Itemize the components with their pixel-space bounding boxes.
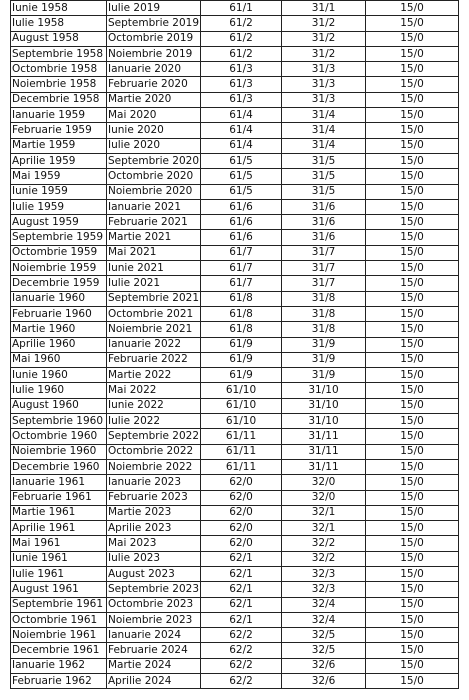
contribution-cell: 31/5 [282, 169, 366, 184]
age-cell: 61/6 [201, 215, 282, 230]
contribution-cell: 31/6 [282, 215, 366, 230]
age-cell: 61/9 [201, 368, 282, 383]
table-row [11, 505, 459, 520]
age-cell: 61/2 [201, 16, 282, 31]
min-contribution-cell: 15/0 [366, 92, 459, 107]
retirement-month-cell: Noiembrie 2020 [107, 184, 201, 199]
contribution-cell: 32/6 [282, 674, 366, 689]
birth-month-cell: Iulie 1958 [11, 16, 107, 31]
age-cell: 61/3 [201, 92, 282, 107]
table-row [11, 153, 459, 168]
age-cell: 61/7 [201, 261, 282, 276]
retirement-month-cell: Iulie 2023 [107, 551, 201, 566]
contribution-cell: 31/4 [282, 123, 366, 138]
min-contribution-cell: 15/0 [366, 551, 459, 566]
retirement-month-cell: Septembrie 2022 [107, 429, 201, 444]
table-row [11, 352, 459, 367]
table-row [11, 276, 459, 291]
retirement-month-cell: Februarie 2022 [107, 352, 201, 367]
min-contribution-cell: 15/0 [366, 352, 459, 367]
contribution-cell: 31/3 [282, 92, 366, 107]
retirement-month-cell: Iunie 2022 [107, 398, 201, 413]
birth-month-cell: Ianuarie 1959 [11, 108, 107, 123]
min-contribution-cell: 15/0 [366, 505, 459, 520]
table-row [11, 414, 459, 429]
retirement-month-cell: Septembrie 2020 [107, 153, 201, 168]
birth-month-cell: Martie 1961 [11, 505, 107, 520]
min-contribution-cell: 15/0 [366, 674, 459, 689]
contribution-cell: 32/4 [282, 597, 366, 612]
min-contribution-cell: 15/0 [366, 1, 459, 16]
table-row [11, 169, 459, 184]
table-row [11, 230, 459, 245]
contribution-cell: 31/7 [282, 245, 366, 260]
data-table [10, 0, 459, 689]
birth-month-cell: August 1959 [11, 215, 107, 230]
age-cell: 62/0 [201, 475, 282, 490]
min-contribution-cell: 15/0 [366, 536, 459, 551]
min-contribution-cell: 15/0 [366, 582, 459, 597]
retirement-month-cell: Septembrie 2023 [107, 582, 201, 597]
age-cell: 62/2 [201, 643, 282, 658]
table-row [11, 261, 459, 276]
birth-month-cell: Februarie 1961 [11, 490, 107, 505]
birth-month-cell: Septembrie 1961 [11, 597, 107, 612]
min-contribution-cell: 15/0 [366, 153, 459, 168]
retirement-month-cell: Ianuarie 2020 [107, 62, 201, 77]
table-body [11, 1, 459, 689]
birth-month-cell: Septembrie 1959 [11, 230, 107, 245]
min-contribution-cell: 15/0 [366, 46, 459, 61]
birth-month-cell: Aprilie 1960 [11, 337, 107, 352]
retirement-month-cell: Februarie 2021 [107, 215, 201, 230]
retirement-month-cell: Octombrie 2021 [107, 306, 201, 321]
retirement-month-cell: Aprilie 2023 [107, 521, 201, 536]
retirement-month-cell: Mai 2021 [107, 245, 201, 260]
contribution-cell: 31/1 [282, 1, 366, 16]
birth-month-cell: Mai 1961 [11, 536, 107, 551]
retirement-month-cell: Mai 2020 [107, 108, 201, 123]
retirement-month-cell: Noiembrie 2021 [107, 322, 201, 337]
min-contribution-cell: 15/0 [366, 184, 459, 199]
contribution-cell: 31/10 [282, 414, 366, 429]
contribution-cell: 31/2 [282, 16, 366, 31]
table-row [11, 566, 459, 581]
retirement-month-cell: Februarie 2024 [107, 643, 201, 658]
age-cell: 61/9 [201, 337, 282, 352]
birth-month-cell: Iulie 1959 [11, 199, 107, 214]
age-cell: 62/1 [201, 551, 282, 566]
min-contribution-cell: 15/0 [366, 658, 459, 673]
min-contribution-cell: 15/0 [366, 291, 459, 306]
min-contribution-cell: 15/0 [366, 31, 459, 46]
min-contribution-cell: 15/0 [366, 16, 459, 31]
age-cell: 61/10 [201, 383, 282, 398]
contribution-cell: 31/2 [282, 46, 366, 61]
min-contribution-cell: 15/0 [366, 123, 459, 138]
retirement-month-cell: Iulie 2020 [107, 138, 201, 153]
min-contribution-cell: 15/0 [366, 306, 459, 321]
table-row [11, 674, 459, 689]
age-cell: 61/2 [201, 46, 282, 61]
birth-month-cell: Iunie 1961 [11, 551, 107, 566]
contribution-cell: 32/5 [282, 643, 366, 658]
age-cell: 62/0 [201, 505, 282, 520]
contribution-cell: 32/3 [282, 582, 366, 597]
birth-month-cell: Octombrie 1961 [11, 612, 107, 627]
age-cell: 61/9 [201, 352, 282, 367]
table-row [11, 398, 459, 413]
table-row [11, 199, 459, 214]
min-contribution-cell: 15/0 [366, 383, 459, 398]
birth-month-cell: Iulie 1961 [11, 566, 107, 581]
min-contribution-cell: 15/0 [366, 475, 459, 490]
birth-month-cell: Martie 1960 [11, 322, 107, 337]
age-cell: 61/11 [201, 429, 282, 444]
contribution-cell: 32/6 [282, 658, 366, 673]
min-contribution-cell: 15/0 [366, 77, 459, 92]
contribution-cell: 31/9 [282, 352, 366, 367]
min-contribution-cell: 15/0 [366, 261, 459, 276]
min-contribution-cell: 15/0 [366, 521, 459, 536]
retirement-month-cell: Octombrie 2022 [107, 444, 201, 459]
age-cell: 61/4 [201, 138, 282, 153]
contribution-cell: 31/5 [282, 153, 366, 168]
table-row [11, 138, 459, 153]
age-cell: 61/10 [201, 398, 282, 413]
retirement-month-cell: Noiembrie 2022 [107, 459, 201, 474]
age-cell: 61/8 [201, 322, 282, 337]
min-contribution-cell: 15/0 [366, 566, 459, 581]
contribution-cell: 31/4 [282, 138, 366, 153]
table-row [11, 31, 459, 46]
retirement-month-cell: Ianuarie 2024 [107, 628, 201, 643]
birth-month-cell: Decembrie 1959 [11, 276, 107, 291]
retirement-month-cell: Iulie 2021 [107, 276, 201, 291]
min-contribution-cell: 15/0 [366, 414, 459, 429]
min-contribution-cell: 15/0 [366, 444, 459, 459]
birth-month-cell: Mai 1960 [11, 352, 107, 367]
min-contribution-cell: 15/0 [366, 276, 459, 291]
birth-month-cell: Aprilie 1959 [11, 153, 107, 168]
age-cell: 61/4 [201, 108, 282, 123]
age-cell: 61/3 [201, 62, 282, 77]
min-contribution-cell: 15/0 [366, 108, 459, 123]
min-contribution-cell: 15/0 [366, 138, 459, 153]
table-row [11, 444, 459, 459]
table-row [11, 536, 459, 551]
table-row [11, 77, 459, 92]
retirement-month-cell: Octombrie 2020 [107, 169, 201, 184]
min-contribution-cell: 15/0 [366, 398, 459, 413]
contribution-cell: 32/2 [282, 536, 366, 551]
birth-month-cell: Ianuarie 1962 [11, 658, 107, 673]
table-row [11, 92, 459, 107]
retirement-month-cell: Ianuarie 2023 [107, 475, 201, 490]
birth-month-cell: August 1960 [11, 398, 107, 413]
table-row [11, 46, 459, 61]
age-cell: 61/8 [201, 291, 282, 306]
contribution-cell: 31/3 [282, 77, 366, 92]
min-contribution-cell: 15/0 [366, 368, 459, 383]
retirement-month-cell: Iunie 2021 [107, 261, 201, 276]
table-row [11, 643, 459, 658]
table-row [11, 628, 459, 643]
table-row [11, 108, 459, 123]
contribution-cell: 32/0 [282, 475, 366, 490]
age-cell: 61/11 [201, 444, 282, 459]
age-cell: 61/5 [201, 184, 282, 199]
table-row [11, 521, 459, 536]
age-cell: 61/5 [201, 153, 282, 168]
birth-month-cell: Iunie 1959 [11, 184, 107, 199]
age-cell: 62/0 [201, 490, 282, 505]
birth-month-cell: Ianuarie 1961 [11, 475, 107, 490]
age-cell: 62/1 [201, 582, 282, 597]
table-row [11, 337, 459, 352]
age-cell: 62/2 [201, 674, 282, 689]
retirement-month-cell: Ianuarie 2021 [107, 199, 201, 214]
age-cell: 61/4 [201, 123, 282, 138]
min-contribution-cell: 15/0 [366, 459, 459, 474]
table-row [11, 475, 459, 490]
birth-month-cell: Martie 1959 [11, 138, 107, 153]
contribution-cell: 31/7 [282, 261, 366, 276]
age-cell: 62/1 [201, 566, 282, 581]
contribution-cell: 32/1 [282, 521, 366, 536]
min-contribution-cell: 15/0 [366, 490, 459, 505]
retirement-month-cell: Aprilie 2024 [107, 674, 201, 689]
contribution-cell: 31/11 [282, 429, 366, 444]
table-row [11, 1, 459, 16]
birth-month-cell: Septembrie 1958 [11, 46, 107, 61]
age-cell: 61/7 [201, 245, 282, 260]
contribution-cell: 31/4 [282, 108, 366, 123]
age-cell: 62/2 [201, 658, 282, 673]
retirement-month-cell: Iulie 2019 [107, 1, 201, 16]
min-contribution-cell: 15/0 [366, 230, 459, 245]
birth-month-cell: Decembrie 1960 [11, 459, 107, 474]
age-cell: 61/2 [201, 31, 282, 46]
birth-month-cell: Aprilie 1961 [11, 521, 107, 536]
contribution-cell: 31/6 [282, 199, 366, 214]
age-cell: 61/5 [201, 169, 282, 184]
table-row [11, 429, 459, 444]
contribution-cell: 31/7 [282, 276, 366, 291]
age-cell: 61/11 [201, 459, 282, 474]
age-cell: 62/0 [201, 536, 282, 551]
birth-month-cell: Septembrie 1960 [11, 414, 107, 429]
age-cell: 61/3 [201, 77, 282, 92]
retirement-month-cell: Septembrie 2019 [107, 16, 201, 31]
min-contribution-cell: 15/0 [366, 169, 459, 184]
contribution-cell: 31/3 [282, 62, 366, 77]
min-contribution-cell: 15/0 [366, 215, 459, 230]
table-row [11, 123, 459, 138]
contribution-cell: 32/4 [282, 612, 366, 627]
table-row [11, 291, 459, 306]
age-cell: 61/7 [201, 276, 282, 291]
min-contribution-cell: 15/0 [366, 628, 459, 643]
contribution-cell: 31/8 [282, 291, 366, 306]
retirement-month-cell: Iunie 2020 [107, 123, 201, 138]
contribution-cell: 31/10 [282, 383, 366, 398]
birth-month-cell: Mai 1959 [11, 169, 107, 184]
birth-month-cell: Noiembrie 1959 [11, 261, 107, 276]
retirement-month-cell: Noiembrie 2019 [107, 46, 201, 61]
age-cell: 62/1 [201, 612, 282, 627]
retirement-month-cell: Mai 2022 [107, 383, 201, 398]
birth-month-cell: Februarie 1960 [11, 306, 107, 321]
retirement-month-cell: Martie 2024 [107, 658, 201, 673]
min-contribution-cell: 15/0 [366, 245, 459, 260]
retirement-month-cell: Iulie 2022 [107, 414, 201, 429]
age-cell: 62/2 [201, 628, 282, 643]
table-row [11, 184, 459, 199]
age-cell: 62/1 [201, 597, 282, 612]
table-row [11, 322, 459, 337]
contribution-cell: 31/9 [282, 368, 366, 383]
table-row [11, 62, 459, 77]
age-cell: 61/6 [201, 199, 282, 214]
retirement-month-cell: Martie 2023 [107, 505, 201, 520]
age-cell: 61/8 [201, 306, 282, 321]
contribution-cell: 31/10 [282, 398, 366, 413]
birth-month-cell: Decembrie 1958 [11, 92, 107, 107]
table-row [11, 597, 459, 612]
birth-month-cell: Iulie 1960 [11, 383, 107, 398]
min-contribution-cell: 15/0 [366, 199, 459, 214]
age-cell: 61/6 [201, 230, 282, 245]
contribution-cell: 32/0 [282, 490, 366, 505]
table-row [11, 551, 459, 566]
table-row [11, 582, 459, 597]
contribution-cell: 31/5 [282, 184, 366, 199]
birth-month-cell: Octombrie 1960 [11, 429, 107, 444]
age-cell: 61/10 [201, 414, 282, 429]
birth-month-cell: Noiembrie 1960 [11, 444, 107, 459]
table-row [11, 490, 459, 505]
min-contribution-cell: 15/0 [366, 62, 459, 77]
contribution-cell: 32/2 [282, 551, 366, 566]
retirement-month-cell: Martie 2022 [107, 368, 201, 383]
table-row [11, 306, 459, 321]
retirement-month-cell: Martie 2020 [107, 92, 201, 107]
retirement-month-cell: Octombrie 2023 [107, 597, 201, 612]
table-row [11, 215, 459, 230]
retirement-month-cell: Septembrie 2021 [107, 291, 201, 306]
contribution-cell: 31/11 [282, 444, 366, 459]
min-contribution-cell: 15/0 [366, 643, 459, 658]
birth-month-cell: August 1958 [11, 31, 107, 46]
contribution-cell: 32/1 [282, 505, 366, 520]
table-row [11, 612, 459, 627]
retirement-month-cell: Februarie 2023 [107, 490, 201, 505]
min-contribution-cell: 15/0 [366, 429, 459, 444]
birth-month-cell: Octombrie 1959 [11, 245, 107, 260]
min-contribution-cell: 15/0 [366, 337, 459, 352]
birth-month-cell: Iunie 1958 [11, 1, 107, 16]
retirement-month-cell: Martie 2021 [107, 230, 201, 245]
retirement-month-cell: Noiembrie 2023 [107, 612, 201, 627]
retirement-month-cell: Ianuarie 2022 [107, 337, 201, 352]
contribution-cell: 31/8 [282, 306, 366, 321]
birth-month-cell: August 1961 [11, 582, 107, 597]
contribution-cell: 31/2 [282, 31, 366, 46]
contribution-cell: 31/9 [282, 337, 366, 352]
table-row [11, 368, 459, 383]
table-row [11, 245, 459, 260]
retirement-month-cell: Februarie 2020 [107, 77, 201, 92]
table-row [11, 459, 459, 474]
birth-month-cell: Februarie 1962 [11, 674, 107, 689]
retirement-month-cell: August 2023 [107, 566, 201, 581]
birth-month-cell: Decembrie 1961 [11, 643, 107, 658]
birth-month-cell: Februarie 1959 [11, 123, 107, 138]
age-cell: 61/1 [201, 1, 282, 16]
retirement-month-cell: Mai 2023 [107, 536, 201, 551]
table-row [11, 16, 459, 31]
birth-month-cell: Iunie 1960 [11, 368, 107, 383]
birth-month-cell: Ianuarie 1960 [11, 291, 107, 306]
contribution-cell: 31/6 [282, 230, 366, 245]
contribution-cell: 32/5 [282, 628, 366, 643]
min-contribution-cell: 15/0 [366, 322, 459, 337]
table-row [11, 383, 459, 398]
retirement-month-cell: Octombrie 2019 [107, 31, 201, 46]
birth-month-cell: Noiembrie 1958 [11, 77, 107, 92]
min-contribution-cell: 15/0 [366, 612, 459, 627]
age-cell: 62/0 [201, 521, 282, 536]
contribution-cell: 31/8 [282, 322, 366, 337]
contribution-cell: 31/11 [282, 459, 366, 474]
min-contribution-cell: 15/0 [366, 597, 459, 612]
birth-month-cell: Noiembrie 1961 [11, 628, 107, 643]
table-row [11, 658, 459, 673]
birth-month-cell: Octombrie 1958 [11, 62, 107, 77]
contribution-cell: 32/3 [282, 566, 366, 581]
